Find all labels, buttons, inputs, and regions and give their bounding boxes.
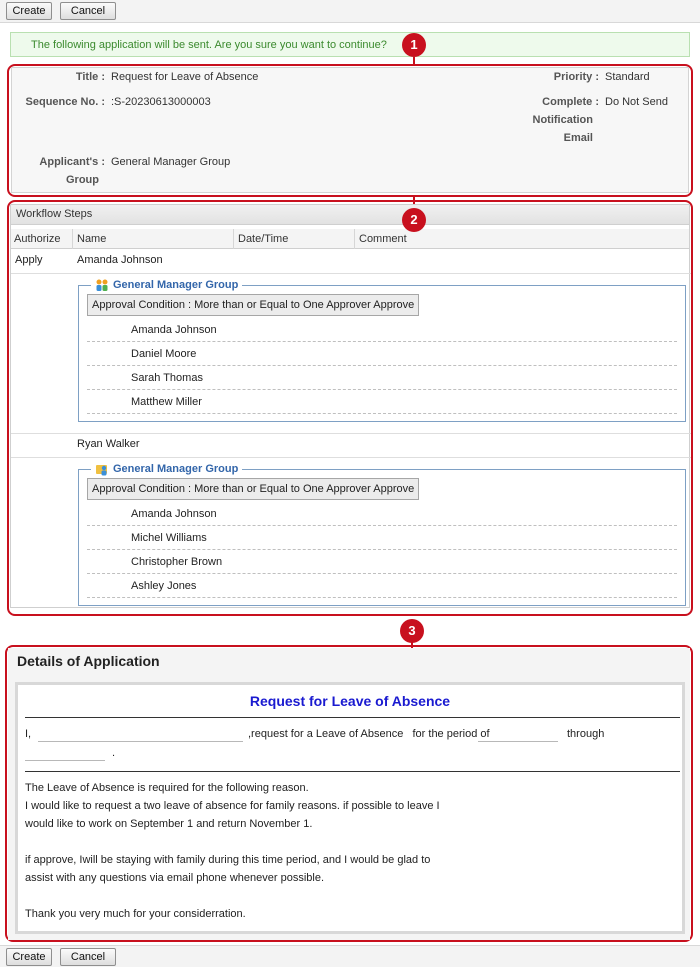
- approver-item: Sarah Thomas: [87, 366, 677, 390]
- row-divider: [11, 457, 691, 458]
- row-divider: [11, 433, 691, 434]
- column-comment: Comment: [359, 233, 407, 245]
- approval-group-box-1: [78, 279, 686, 422]
- top-toolbar: [0, 0, 700, 23]
- applicant-group-label: Applicant's :: [39, 156, 105, 168]
- group-people-icon: [95, 278, 109, 292]
- title-value: Request for Leave of Absence: [111, 71, 259, 83]
- line1-end: through: [567, 728, 605, 740]
- title-label: Title :: [75, 71, 105, 83]
- intermediate-approver: Ryan Walker: [77, 438, 140, 450]
- bottom-toolbar: [0, 945, 700, 967]
- complete-notification-label: Complete :: [542, 96, 599, 108]
- priority-label: Priority :: [553, 71, 599, 83]
- cancel-button[interactable]: Cancel: [60, 2, 116, 20]
- column-name: Name: [73, 229, 234, 249]
- callout-1: 1: [402, 33, 426, 57]
- workflow-title: Workflow Steps: [11, 205, 689, 225]
- callout-3: 3: [400, 619, 424, 643]
- applicant-group-label-2: Group: [66, 174, 99, 186]
- summary-panel: [11, 67, 689, 193]
- row-divider: [11, 273, 691, 274]
- reason-line: if approve, Iwill be staying with family during this time period, and I would be glad to: [25, 854, 431, 866]
- details-title: Details of Application: [17, 653, 160, 669]
- group-legend-2: [91, 462, 242, 476]
- column-authorize: Authorize: [11, 229, 73, 249]
- column-datetime: Date/Time: [234, 229, 355, 249]
- end-date-blank[interactable]: [25, 760, 105, 761]
- name-blank[interactable]: [38, 741, 243, 742]
- approver-item: Amanda Johnson: [87, 502, 677, 526]
- sequence-label: Sequence No. :: [25, 96, 105, 108]
- line1-prefix: I,: [25, 728, 32, 740]
- start-date-blank[interactable]: [478, 741, 558, 742]
- workflow-header-row: [11, 229, 689, 249]
- create-button[interactable]: Create: [6, 948, 52, 966]
- reason-line: assist with any questions via email phone whenever possible.: [25, 872, 324, 884]
- form-heading: Request for Leave of Absence: [249, 693, 451, 709]
- group-name-1: General Manager Group: [113, 279, 239, 291]
- approval-condition-1: Approval Condition : More than or Equal to One Approver Approve: [87, 294, 419, 316]
- priority-value: Standard: [605, 71, 650, 83]
- workflow-panel: [10, 204, 690, 608]
- complete-notification-label-3: Email: [563, 132, 593, 144]
- approver-item: Amanda Johnson: [87, 318, 677, 342]
- complete-notification-label-2: Notification: [532, 114, 593, 126]
- complete-notification-value: Do Not Send: [605, 96, 668, 108]
- approver-item: Michel Williams: [87, 526, 677, 550]
- confirmation-message: The following application will be sent. Are you sure you want to continue?: [10, 32, 690, 57]
- line1-mid: ,request for a Leave of Absence for the period of: [248, 728, 490, 740]
- approver-item: Matthew Miller: [87, 390, 677, 414]
- reason-text: [25, 779, 665, 923]
- group-legend-1: [91, 278, 242, 292]
- group-folder-icon: [95, 462, 109, 476]
- approval-condition-2: Approval Condition : More than or Equal to One Approver Approve: [87, 478, 419, 500]
- reason-line: I would like to request a two leave of absence for family reasons. if possible to leave I: [25, 800, 440, 812]
- approver-item: Ashley Jones: [87, 574, 677, 598]
- details-panel: [8, 648, 690, 940]
- approver-item: Daniel Moore: [87, 342, 677, 366]
- line2-end: .: [112, 747, 116, 759]
- cancel-button[interactable]: Cancel: [60, 948, 116, 966]
- reason-line: The Leave of Absence is required for the following reason.: [25, 782, 309, 794]
- form-rule-top: [25, 717, 680, 718]
- applicant-name: Amanda Johnson: [77, 254, 163, 266]
- closing-line: Thank you very much for your considerration.: [25, 908, 246, 920]
- form-rule-mid: [25, 771, 680, 772]
- approval-group-box-2: [78, 463, 686, 606]
- approver-item: Christopher Brown: [87, 550, 677, 574]
- sequence-value: :S-20230613000003: [111, 96, 211, 108]
- applicant-group-value: General Manager Group: [111, 156, 231, 168]
- callout-2: 2: [402, 208, 426, 232]
- create-button[interactable]: Create: [6, 2, 52, 20]
- group-name-2: General Manager Group: [113, 463, 239, 475]
- application-form: [15, 682, 685, 934]
- reason-line: would like to work on September 1 and return November 1.: [25, 818, 313, 830]
- apply-label: Apply: [15, 254, 43, 266]
